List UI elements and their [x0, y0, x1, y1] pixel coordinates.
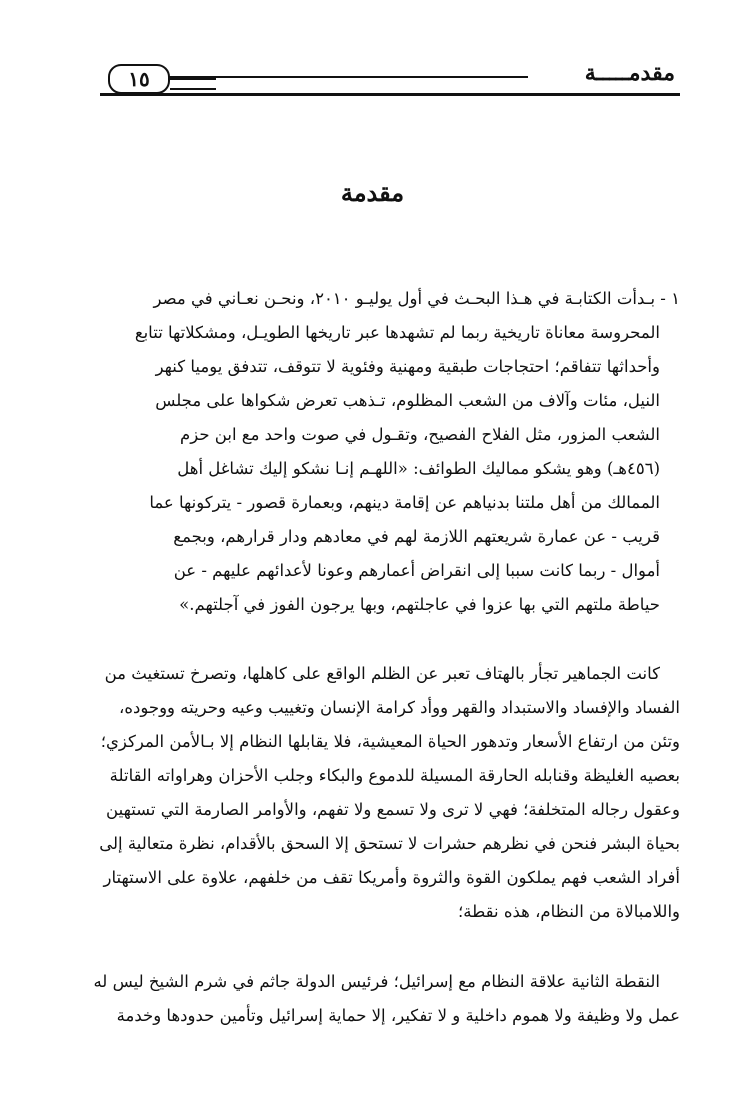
text-line: وعقول رجاله المتخلفة؛ فهي لا ترى ولا تسمع ولا تفهم، والأوامر الصارمة التي تستهين	[106, 800, 680, 819]
text-line: النقطة الثانية علاقة النظام مع إسرائيل؛ فرئيس الدولة جاثم في شرم الشيخ ليس له	[93, 972, 660, 991]
text-line: وأحداثها تتفاقم؛ احتجاجات طبقية ومهنية وفئوية لا تتوقف، تتدفق يوميا كنهر	[155, 357, 660, 376]
text-line: حياطة ملتهم التي بها عزوا في عاجلتهم، وبها يرجون الفوز في آجلتهم.»	[179, 595, 660, 614]
header-rule	[100, 93, 680, 96]
paragraph-3	[62, 965, 680, 1033]
text-line: كانت الجماهير تجأر بالهتاف تعبر عن الظلم الواقع على كاهلها، وتصرخ تستغيث من	[104, 664, 660, 683]
text-line: أموال - ربما كانت سببا إلى انقراض أعمارهم وعونا لأعدائهم عليهم - عن	[173, 561, 660, 580]
paragraph-1	[62, 282, 680, 622]
text-line: عمل ولا وظيفة ولا هموم داخلية و لا تفكير، إلا حماية إسرائيل وتأمين حدودها وخدمة	[116, 1006, 680, 1025]
text-line: قريب - عن عمارة شريعتهم اللازمة لهم في معادهم ودار قرارهم، وبجمع	[173, 527, 660, 546]
text-line: الفساد والإفساد والاستبداد والقهر ووأد كرامة الإنسان وتغييب وعيه وحريته ووجوده،	[119, 698, 680, 717]
text-line: بحياة البشر فنحن في نظرهم حشرات لا تستحق إلا السحق بالأقدام، نظرة متعالية إلى	[99, 834, 680, 853]
running-header-title: مقدمـــــة	[584, 60, 675, 86]
section-heading: مقدمة	[340, 178, 405, 207]
text-line: النيل، مئات وآلاف من الشعب المظلوم، تـذهب تعرض شكواها على مجلس	[155, 391, 660, 410]
text-line: وتئن من ارتفاع الأسعار وتدهور الحياة المعيشية، فلا يقابلها النظام إلا بـالأمن المركزي؛	[100, 732, 680, 751]
text-line: الممالك من أهل ملتنا بدنياهم عن إقامة دينهم، وبعمارة قصور - يتركونها عما	[149, 493, 660, 512]
header-ornament-line	[168, 76, 528, 78]
text-line: الشعب المزور، مثل الفلاح الفصيح، وتقـول في صوت واحد مع ابن حزم	[180, 425, 660, 444]
page-number: ١٥	[108, 64, 170, 94]
text-line: واللامبالاة من النظام، هذه نقطة؛	[458, 902, 680, 921]
text-line: ١ - بـدأت الكتابـة في هـذا البحـث في أول يوليـو ٢٠١٠، ونحـن نعـاني في مصر	[153, 289, 680, 308]
page-number-ornament	[170, 78, 216, 90]
text-line: بعصيه الغليظة وقنابله الحارقة المسيلة للدموع والبكاء وجلب الأحزان وهراواته القاتلة	[109, 766, 680, 785]
text-line: أفراد الشعب فهم يملكون القوة والثروة وأمريكا تقف من خلفهم، علاوة على الاستهتار	[103, 868, 680, 887]
paragraph-2	[62, 657, 680, 929]
text-line: (٤٥٦هـ) وهو يشكو مماليك الطوائف: «اللهـم إنـا نشكو إليك تشاغل أهل	[177, 459, 660, 478]
text-line: المحروسة معاناة تاريخية ربما لم تشهدها عبر تاريخها الطويـل، ومشكلاتها تتابع	[134, 323, 660, 342]
